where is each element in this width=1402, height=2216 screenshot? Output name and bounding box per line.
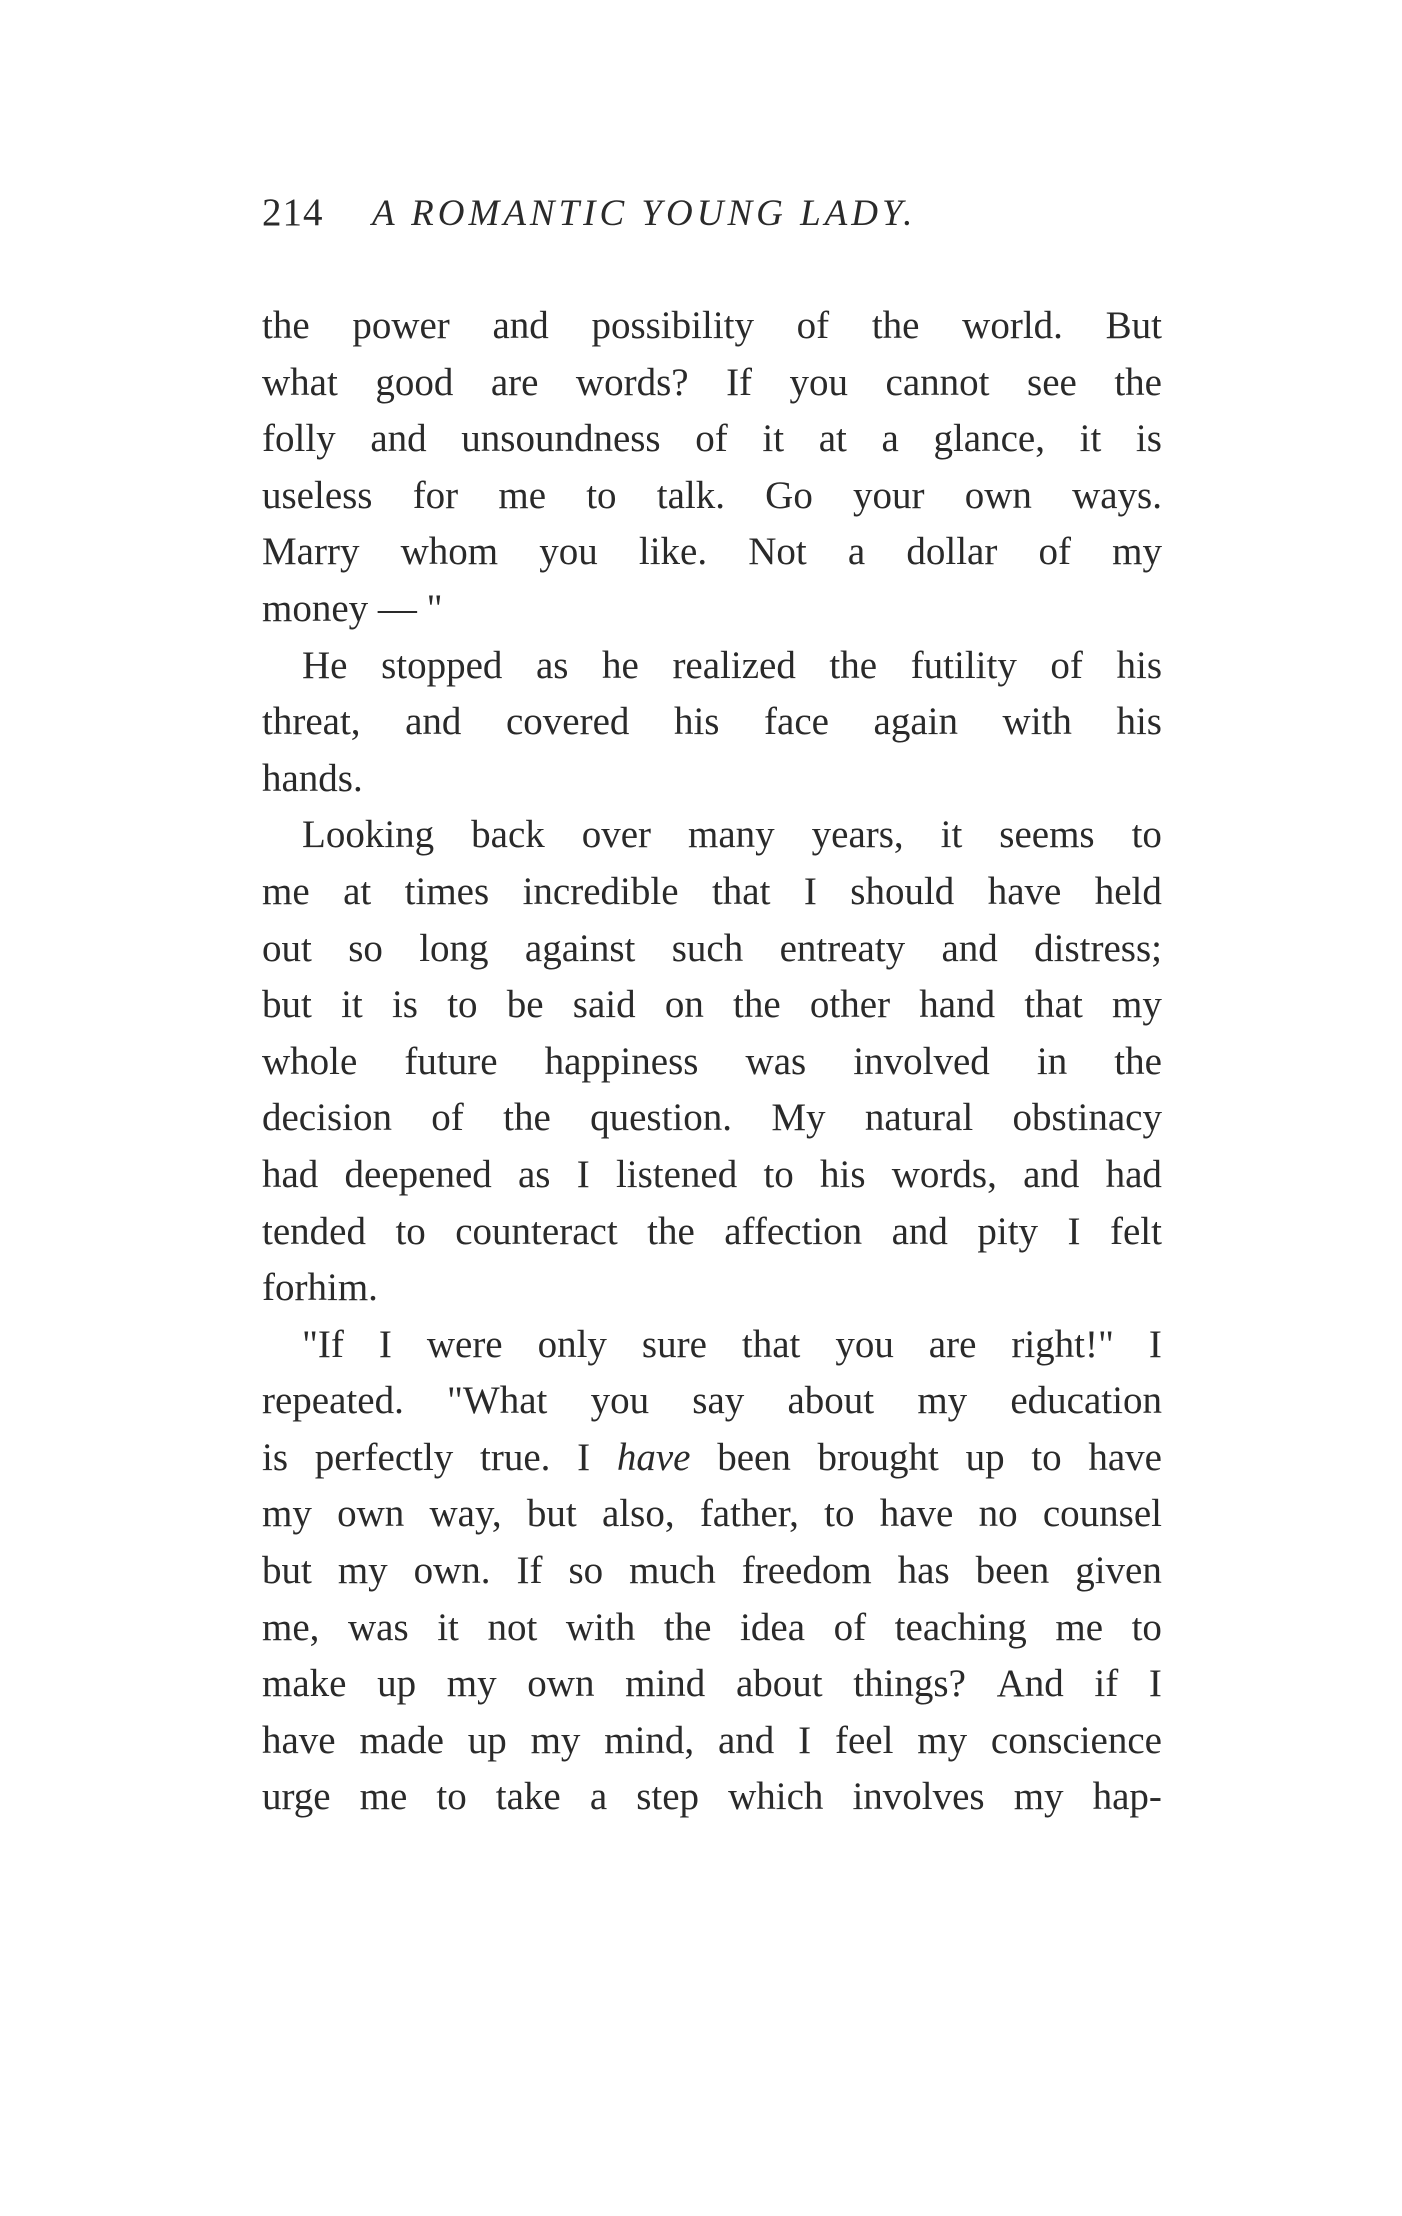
word: good	[375, 360, 454, 404]
text-line	[262, 1090, 1162, 1147]
word: the	[829, 643, 878, 687]
word: words,	[891, 1152, 997, 1196]
word: say	[692, 1379, 745, 1423]
word: it	[762, 417, 785, 461]
body-text	[262, 298, 1162, 1826]
word: what	[262, 360, 338, 404]
word: my	[337, 1549, 388, 1593]
word: of	[1050, 643, 1083, 687]
word: was	[347, 1605, 409, 1649]
word: and	[718, 1718, 775, 1762]
word: are	[928, 1322, 977, 1366]
word: "If	[302, 1322, 344, 1366]
word: has	[897, 1549, 950, 1593]
word: the	[503, 1096, 551, 1140]
word: his	[673, 700, 720, 744]
book-page	[262, 190, 1162, 1826]
word: for	[412, 473, 459, 517]
word: own	[337, 1492, 405, 1536]
word: "What	[447, 1379, 548, 1423]
word: up	[467, 1718, 507, 1762]
word: you	[835, 1322, 894, 1366]
word: are	[490, 360, 539, 404]
word: his	[1116, 700, 1162, 744]
word: he	[602, 643, 639, 687]
word: be	[506, 983, 544, 1027]
text-line	[262, 468, 1162, 525]
text-line	[262, 411, 1162, 468]
word: had	[1105, 1152, 1162, 1196]
word: words?	[575, 360, 689, 404]
text-line	[262, 524, 1162, 581]
word: to	[1131, 1605, 1162, 1649]
word: my	[530, 1718, 581, 1762]
word: have	[262, 1718, 336, 1762]
text-line	[262, 807, 1162, 864]
word: me	[359, 1775, 408, 1819]
word: it	[437, 1605, 459, 1649]
word: mind	[625, 1662, 706, 1706]
word: you	[539, 530, 598, 574]
word: incredible	[522, 869, 679, 913]
word: father,	[699, 1492, 799, 1536]
word: in	[1036, 1039, 1068, 1083]
word: his	[1116, 643, 1162, 687]
word: realized	[672, 643, 796, 687]
word: my	[917, 1379, 968, 1423]
word: have	[879, 1492, 954, 1536]
word: were	[426, 1322, 503, 1366]
word: with	[1002, 700, 1072, 744]
word: that	[711, 869, 771, 913]
text-line	[262, 1486, 1162, 1543]
word: involved	[853, 1039, 990, 1083]
word: your	[853, 473, 925, 517]
word: hands.	[262, 756, 363, 800]
word: to	[447, 983, 478, 1027]
word: happiness	[544, 1039, 699, 1083]
word: dollar	[906, 530, 998, 574]
word: a	[589, 1775, 608, 1819]
word: make	[262, 1662, 347, 1706]
word: at	[343, 869, 372, 913]
word: stopped	[381, 643, 503, 687]
word: is	[1135, 417, 1162, 461]
word: so	[568, 1549, 604, 1593]
word: future	[404, 1039, 498, 1083]
text-line	[262, 581, 1162, 638]
word: is	[262, 1435, 289, 1479]
word: idea	[740, 1605, 806, 1649]
word: counteract	[455, 1209, 618, 1253]
word: involves	[852, 1775, 985, 1819]
word: and	[370, 417, 427, 461]
word: ways.	[1072, 473, 1162, 517]
word: My	[771, 1096, 826, 1140]
word: only	[537, 1322, 607, 1366]
word: years,	[811, 813, 904, 857]
text-line	[262, 298, 1162, 355]
word: many	[688, 813, 775, 857]
text-line	[262, 1600, 1162, 1657]
word: right!"	[1011, 1322, 1114, 1366]
word: repeated.	[262, 1379, 404, 1423]
word: on	[664, 983, 704, 1027]
word: my	[1112, 530, 1162, 574]
word: his	[820, 1152, 866, 1196]
word: obstinacy	[1012, 1096, 1162, 1140]
word: a	[881, 417, 899, 461]
word: own	[964, 473, 1032, 517]
word: deepened	[344, 1152, 492, 1196]
word: of	[431, 1096, 464, 1140]
word: you	[590, 1379, 650, 1423]
word: things?	[853, 1662, 966, 1706]
word: given	[1075, 1549, 1162, 1593]
word: take	[495, 1775, 561, 1819]
word: And	[996, 1662, 1064, 1706]
word: pity	[977, 1209, 1039, 1253]
word: the	[262, 304, 310, 347]
word: felt	[1109, 1209, 1162, 1253]
word: way,	[429, 1492, 502, 1536]
word: true.	[480, 1435, 551, 1479]
text-line	[262, 1656, 1162, 1713]
word: to	[1131, 813, 1162, 857]
word: out	[262, 926, 312, 970]
word: like.	[638, 530, 708, 574]
word: such	[671, 926, 744, 970]
word: times	[404, 869, 490, 913]
word: listened	[615, 1152, 738, 1196]
word: me	[498, 473, 547, 517]
word: but	[262, 983, 312, 1027]
word: which	[728, 1775, 824, 1819]
word: decision	[262, 1096, 392, 1140]
text-line	[262, 1373, 1162, 1430]
word: But	[1105, 304, 1162, 347]
text-line	[262, 694, 1162, 751]
word: money — "	[262, 586, 443, 630]
word: see	[1027, 360, 1077, 404]
word: to	[395, 1209, 426, 1253]
word: the	[647, 1209, 695, 1253]
word: glance,	[933, 417, 1045, 461]
running-head	[262, 190, 1162, 250]
word: it	[1079, 417, 1102, 461]
word: for	[262, 1266, 308, 1310]
word: mind,	[604, 1718, 695, 1762]
word: should	[850, 869, 955, 913]
word: over	[581, 813, 652, 857]
word: Looking	[302, 813, 435, 857]
word: If	[726, 360, 753, 404]
word: that	[741, 1322, 801, 1366]
word: long	[419, 926, 489, 970]
word: not	[487, 1605, 538, 1649]
word: no	[978, 1492, 1018, 1536]
word: distress;	[1034, 926, 1162, 970]
word: face	[764, 700, 829, 744]
word: is	[391, 983, 418, 1027]
word: unsoundness	[461, 417, 661, 461]
word: own	[527, 1662, 595, 1706]
word: entreaty	[779, 926, 906, 970]
word: other	[809, 983, 891, 1027]
word: up	[377, 1662, 417, 1706]
word: my	[1112, 983, 1162, 1027]
word: been	[717, 1435, 791, 1479]
word: again	[873, 700, 958, 744]
text-line	[262, 1260, 1162, 1317]
word: affection	[724, 1209, 863, 1253]
word: to	[586, 473, 617, 517]
word: a	[847, 530, 866, 574]
word: question.	[590, 1096, 733, 1140]
word: I	[576, 1152, 590, 1196]
word: to	[436, 1775, 467, 1819]
word: seems	[999, 813, 1095, 857]
word: the	[663, 1605, 712, 1649]
word: brought	[817, 1435, 939, 1479]
text-line	[262, 751, 1162, 808]
word: to	[824, 1492, 855, 1536]
word: my	[917, 1718, 968, 1762]
word: the	[733, 983, 781, 1027]
word: Not	[748, 530, 807, 574]
word: I	[1067, 1209, 1081, 1253]
word: that	[1024, 983, 1083, 1027]
word: I	[1148, 1662, 1162, 1706]
word: so	[348, 926, 383, 970]
word: have	[987, 869, 1062, 913]
word: the	[1114, 360, 1162, 404]
word: held	[1094, 869, 1162, 913]
word: up	[965, 1435, 1005, 1479]
text-line	[262, 1543, 1162, 1600]
word: natural	[864, 1096, 974, 1140]
word: Go	[765, 473, 813, 517]
word: feel	[834, 1718, 894, 1762]
text-line	[262, 1147, 1162, 1204]
word: of	[1038, 530, 1071, 574]
text-line	[262, 1713, 1162, 1770]
word: cannot	[885, 360, 990, 404]
word: to	[1031, 1435, 1062, 1479]
word: counsel	[1042, 1492, 1162, 1536]
word: If	[516, 1549, 543, 1593]
word: about	[787, 1379, 875, 1423]
text-line	[262, 1430, 1162, 1487]
word: me,	[262, 1605, 320, 1649]
word: was	[745, 1039, 807, 1083]
text-line	[262, 638, 1162, 695]
word: against	[524, 926, 636, 970]
word: freedom	[741, 1549, 872, 1593]
word: as	[535, 643, 569, 687]
word: and	[1023, 1152, 1080, 1196]
word: world.	[962, 304, 1063, 347]
word: I	[803, 869, 817, 913]
word: hap-	[1092, 1775, 1162, 1819]
word: folly	[262, 417, 336, 461]
word: whom	[400, 530, 499, 574]
word: hand	[919, 983, 996, 1027]
word: perfectly	[314, 1435, 454, 1479]
word: covered	[505, 700, 630, 744]
word: to	[763, 1152, 794, 1196]
word: own.	[413, 1549, 491, 1593]
word: useless	[262, 473, 373, 517]
word: made	[359, 1718, 444, 1762]
word: possibility	[591, 304, 754, 347]
word: Marry	[262, 530, 360, 574]
text-line	[262, 1034, 1162, 1091]
word: futility	[910, 643, 1017, 687]
word: I	[798, 1718, 812, 1762]
word: my	[262, 1492, 312, 1536]
word: if	[1094, 1662, 1119, 1706]
text-line	[262, 921, 1162, 978]
word: as	[518, 1152, 551, 1196]
word: back	[471, 813, 545, 857]
word: teaching	[894, 1605, 1027, 1649]
text-line	[262, 977, 1162, 1034]
word: have	[616, 1435, 691, 1479]
word: education	[1010, 1379, 1162, 1423]
running-title: A ROMANTIC YOUNG LADY.	[372, 193, 917, 234]
word: my	[446, 1662, 497, 1706]
word: the	[1114, 1039, 1162, 1083]
word: I	[577, 1435, 591, 1479]
word: of	[796, 304, 830, 347]
word: it	[341, 983, 363, 1027]
word: my	[1013, 1775, 1064, 1819]
word: urge	[262, 1775, 331, 1819]
text-line	[262, 355, 1162, 412]
word: and	[405, 700, 462, 744]
word: me	[1055, 1605, 1104, 1649]
word: much	[629, 1549, 716, 1593]
word: but	[262, 1549, 312, 1593]
word: step	[636, 1775, 700, 1819]
word: of	[695, 417, 728, 461]
word: sure	[641, 1322, 707, 1366]
word: talk.	[656, 473, 725, 517]
word: said	[572, 983, 636, 1027]
word: had	[262, 1152, 319, 1196]
word: at	[818, 417, 847, 461]
word: but	[526, 1492, 577, 1536]
word: the	[871, 304, 920, 347]
page-number: 214	[262, 191, 324, 234]
text-line	[262, 1204, 1162, 1261]
word: about	[735, 1662, 823, 1706]
word: I	[378, 1322, 392, 1366]
word: I	[1148, 1322, 1162, 1366]
word: threat,	[262, 700, 361, 744]
word: him.	[307, 1266, 378, 1310]
word: tended	[262, 1209, 366, 1253]
word: whole	[262, 1039, 358, 1083]
word: it	[940, 813, 963, 857]
word: also,	[602, 1492, 675, 1536]
word: you	[789, 360, 849, 404]
word: have	[1088, 1435, 1162, 1479]
word: He	[302, 643, 348, 687]
text-line	[262, 864, 1162, 921]
text-line	[262, 1769, 1162, 1826]
text-line	[262, 1317, 1162, 1374]
word: conscience	[990, 1718, 1162, 1762]
word: and	[941, 926, 998, 970]
word: me	[262, 869, 310, 913]
word: and	[492, 304, 549, 347]
word: of	[833, 1605, 867, 1649]
word: with	[565, 1605, 636, 1649]
word: been	[975, 1549, 1050, 1593]
word: power	[352, 304, 450, 347]
word: and	[891, 1209, 948, 1253]
